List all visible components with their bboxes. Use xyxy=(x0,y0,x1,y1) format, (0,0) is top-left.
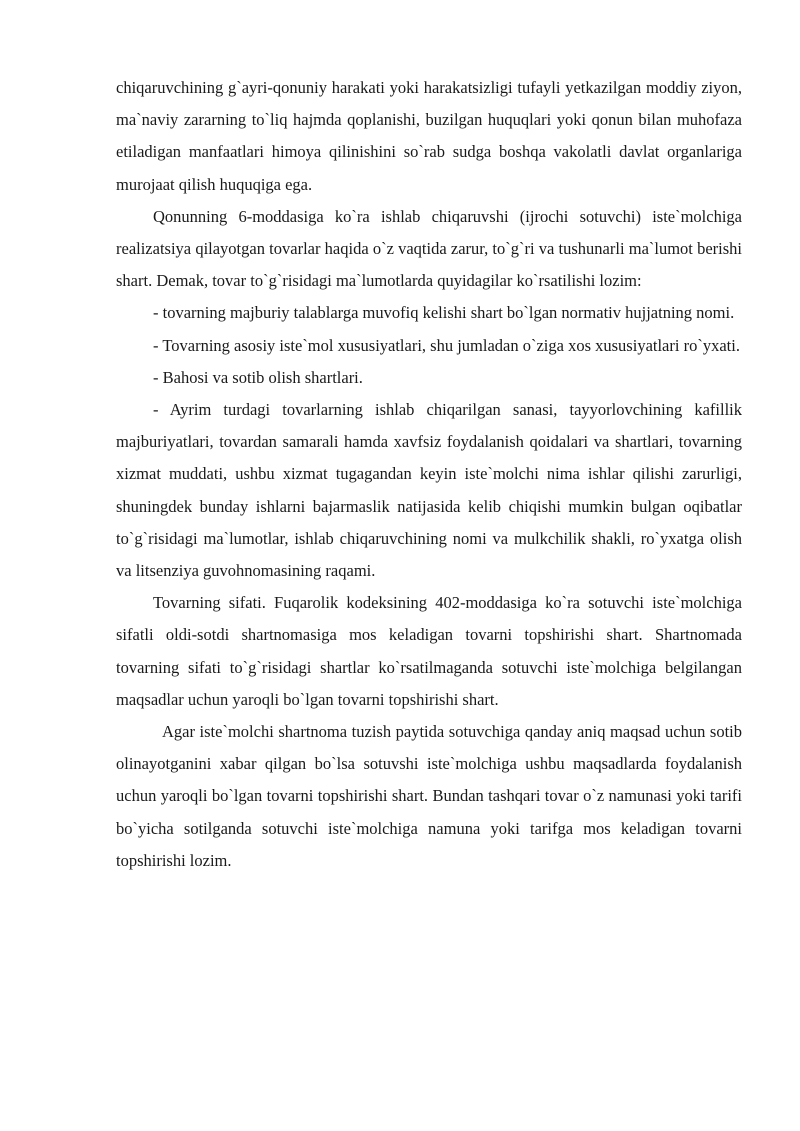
list-item-price-terms: - Bahosi va sotib olish shartlari. xyxy=(153,367,363,387)
list-item-normative-document: - tovarning majburiy talablarga muvofiq kelishi shart bo`lgan normativ hujjatning nomi. xyxy=(153,303,735,323)
list-item-production-details: - Ayrim turdagi tovarlarning ishlab chiqarilgan sanasi, tayyorlovchining kafillik majburiyatlari, tovardan samarali hamda xavfsiz foydalanish qoidalari va shartlari, tovarning xizmat muddati, ushbu xizmat tugagandan keyin iste`molchi nima ishlar qilishi zarurligi, shuningdek bunday ishlarni bajarmaslik natijasida kelib chiqishi mumkin bulgan oqibatlar to`g`risidagi ma`lumotlar, ishlab chiqaruvchining nomi va mulkchilik shakli, ro`yxatga olish va litsenziya guvohnomasining raqami. xyxy=(116,400,742,581)
paragraph-article-6: Qonunning 6-moddasiga ko`ra ishlab chiqaruvshi (ijrochi sotuvchi) iste`molchiga realizatsiya qilayotgan tovarlar haqida o`z vaqtida zarur, to`g`ri va tushunarli ma`lumot berishi shart. Demak, tovar to`g`risidagi ma`lumotlarda quyidagilar ko`rsatilishi lozim: xyxy=(116,206,742,291)
document-page xyxy=(116,72,742,877)
paragraph-purpose-of-purchase: Agar iste`molchi shartnoma tuzish paytida sotuvchiga qanday aniq maqsad uchun sotib olinayotganini xabar qilgan bo`lsa sotuvshi iste`molchiga ushbu maqsadlarda foydalanish uchun yaroqli bo`lgan tovarni topshirishi shart. Bundan tashqari tovar o`z namunasi yoki tarifi bo`yicha sotilganda sotuvchi iste`molchiga namuna yoki tarifga mos keladigan tovarni topshirishi lozim. xyxy=(116,722,742,870)
paragraph-continuation: chiqaruvchining g`ayri-qonuniy harakati yoki harakatsizligi tufayli yetkazilgan moddiy ziyon, ma`naviy zararning to`liq hajmda qoplanishi, buzilgan huquqlari yoki qonun bilan muhofaza etiladigan manfaatlari himoya qilinishini so`rab sudga boshqa vakolatli davlat organlariga murojaat qilish huquqiga ega. xyxy=(116,78,742,194)
list-item-consumer-properties: - Tovarning asosiy iste`mol xususiyatlari, shu jumladan o`ziga xos xususiyatlari ro`yxati. xyxy=(153,335,740,355)
paragraph-product-quality: Tovarning sifati. Fuqarolik kodeksining 402-moddasiga ko`ra sotuvchi iste`molchiga sifatli oldi-sotdi shartnomasiga mos keladigan tovarni topshirishi shart. Shartnomada tovarning sifati to`g`risidagi shartlar ko`rsatilmaganda sotuvchi iste`molchiga belgilangan maqsadlar uchun yaroqli bo`lgan tovarni topshirishi shart. xyxy=(116,593,742,709)
